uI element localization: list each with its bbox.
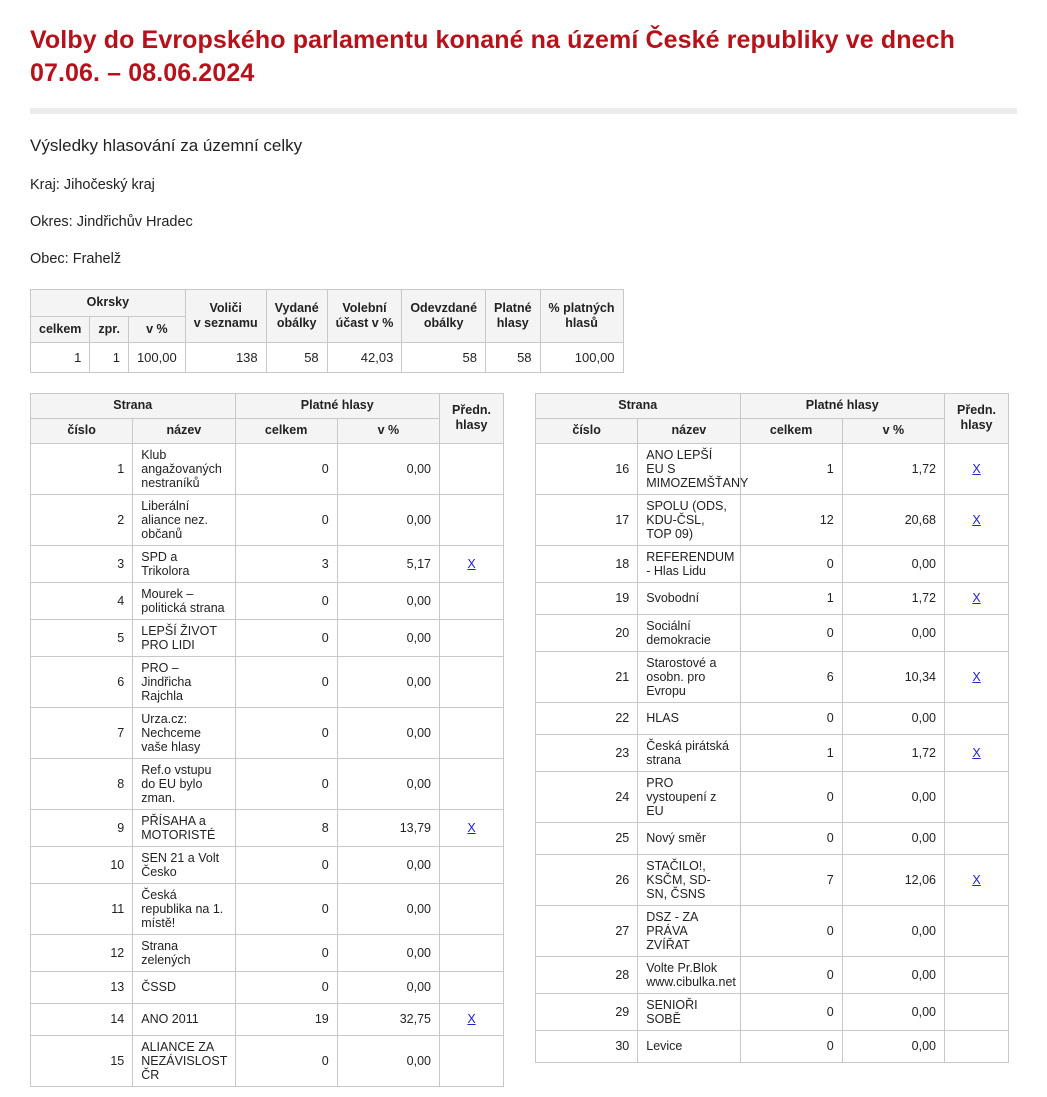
cell-votes-total: 0 xyxy=(235,971,337,1003)
party-results-table-left xyxy=(30,393,504,1086)
cell-votes-total: 0 xyxy=(740,545,842,582)
header-vydane-obalky xyxy=(266,290,327,343)
cell-preferential-votes xyxy=(440,758,504,809)
cell-votes-total: 0 xyxy=(740,771,842,822)
cell-votes-total: 0 xyxy=(740,993,842,1030)
header-cislo: číslo xyxy=(536,418,638,443)
cell-volici-v-seznamu: 138 xyxy=(185,343,266,373)
cell-preferential-votes xyxy=(945,443,1009,494)
table-row xyxy=(31,343,624,373)
cell-votes-total: 8 xyxy=(235,809,337,846)
cell-preferential-votes xyxy=(440,619,504,656)
cell-votes-percent: 0,00 xyxy=(337,619,439,656)
header-volebni-ucast xyxy=(327,290,402,343)
table-row xyxy=(536,1030,1009,1062)
header-volici-line2: v seznamu xyxy=(193,316,258,331)
table-subheader-row xyxy=(31,418,504,443)
cell-preferential-votes xyxy=(945,702,1009,734)
cell-okrsky-zpr: 1 xyxy=(90,343,129,373)
cell-preferential-votes xyxy=(945,771,1009,822)
table-subheader-row xyxy=(536,418,1009,443)
cell-party-number: 20 xyxy=(536,614,638,651)
cell-votes-percent: 0,00 xyxy=(337,494,439,545)
header-predn-hlasy xyxy=(945,394,1009,443)
cell-party-name: Levice xyxy=(638,1030,740,1062)
cell-odevzdane-obalky: 58 xyxy=(402,343,486,373)
cell-party-number: 3 xyxy=(31,545,133,582)
header-odevzdane-line1: Odevzdané xyxy=(410,300,478,315)
cell-votes-percent: 13,79 xyxy=(337,809,439,846)
cell-okrsky-celkem: 1 xyxy=(31,343,90,373)
cell-party-number: 25 xyxy=(536,822,638,854)
party-rows-right xyxy=(536,443,1009,1062)
header-platnych-line1: % platných xyxy=(548,300,615,315)
cell-party-name: REFERENDUM - Hlas Lidu xyxy=(638,545,740,582)
cell-party-number: 2 xyxy=(31,494,133,545)
cell-votes-total: 12 xyxy=(740,494,842,545)
cell-preferential-votes xyxy=(945,734,1009,771)
header-celkem: celkem xyxy=(235,418,337,443)
cell-preferential-votes xyxy=(440,656,504,707)
cell-party-name: Starostové a osobn. pro Evropu xyxy=(638,651,740,702)
header-vydane-line1: Vydané xyxy=(274,300,319,315)
cell-party-name: SENIOŘI SOBĚ xyxy=(638,993,740,1030)
header-volici-v-seznamu xyxy=(185,290,266,343)
cell-party-name: ANO LEPŠÍ EU S MIMOZEMŠŤANY xyxy=(638,443,740,494)
cell-party-name: STAČILO!, KSČM, SD-SN, ČSNS xyxy=(638,854,740,905)
cell-party-name: SEN 21 a Volt Česko xyxy=(133,846,235,883)
header-platne-hlasy: Platné hlasy xyxy=(235,394,440,419)
cell-votes-percent: 0,00 xyxy=(842,822,944,854)
section-subtitle: Výsledky hlasování za územní celky xyxy=(30,136,303,155)
cell-votes-total: 0 xyxy=(740,1030,842,1062)
cell-votes-total: 0 xyxy=(235,707,337,758)
cell-votes-percent: 0,00 xyxy=(337,971,439,1003)
cell-preferential-votes xyxy=(440,809,504,846)
cell-party-name: HLAS xyxy=(638,702,740,734)
cell-preferential-votes xyxy=(440,883,504,934)
header-predn-hlasy xyxy=(440,394,504,443)
cell-votes-total: 3 xyxy=(235,545,337,582)
cell-votes-total: 0 xyxy=(740,905,842,956)
table-header-row xyxy=(31,394,504,419)
cell-votes-percent: 0,00 xyxy=(337,582,439,619)
table-row xyxy=(31,934,504,971)
preferential-votes-link[interactable]: X xyxy=(972,745,981,760)
cell-party-name: ČSSD xyxy=(133,971,235,1003)
header-cislo: číslo xyxy=(31,418,133,443)
cell-votes-percent: 0,00 xyxy=(337,934,439,971)
cell-party-number: 11 xyxy=(31,883,133,934)
table-row xyxy=(31,1035,504,1086)
table-row xyxy=(31,809,504,846)
table-header-row xyxy=(31,290,624,317)
header-v-pct: v % xyxy=(337,418,439,443)
header-platnych-line2: hlasů xyxy=(565,316,598,331)
header-platne-hlasy xyxy=(486,290,541,343)
cell-party-number: 23 xyxy=(536,734,638,771)
header-okrsky: Okrsky xyxy=(31,290,186,317)
party-results-table-right xyxy=(535,393,1009,1062)
region-line: Kraj: Jihočeský kraj xyxy=(30,177,155,193)
cell-votes-total: 0 xyxy=(235,656,337,707)
cell-votes-total: 0 xyxy=(740,702,842,734)
cell-votes-total: 0 xyxy=(235,758,337,809)
party-rows-left xyxy=(31,443,504,1086)
header-ucast-line2: účast v % xyxy=(335,316,394,331)
header-nazev: název xyxy=(638,418,740,443)
cell-preferential-votes xyxy=(440,545,504,582)
cell-party-name: PRO – Jindřicha Rajchla xyxy=(133,656,235,707)
table-row xyxy=(536,702,1009,734)
cell-votes-total: 1 xyxy=(740,582,842,614)
cell-votes-total: 0 xyxy=(235,846,337,883)
cell-party-name: SPD a Trikolora xyxy=(133,545,235,582)
cell-party-number: 4 xyxy=(31,582,133,619)
preferential-votes-link[interactable]: X xyxy=(467,556,476,571)
table-row xyxy=(536,545,1009,582)
cell-party-name: Nový směr xyxy=(638,822,740,854)
cell-votes-percent: 10,34 xyxy=(842,651,944,702)
cell-votes-percent: 0,00 xyxy=(842,993,944,1030)
header-okrsky-celkem: celkem xyxy=(31,316,90,343)
table-row xyxy=(536,854,1009,905)
cell-votes-total: 0 xyxy=(235,443,337,494)
cell-preferential-votes xyxy=(440,443,504,494)
table-row xyxy=(536,494,1009,545)
cell-preferential-votes xyxy=(945,956,1009,993)
header-nazev: název xyxy=(133,418,235,443)
header-predn-line2: hlasy xyxy=(960,418,993,433)
cell-votes-total: 0 xyxy=(235,883,337,934)
header-platne-line2: hlasy xyxy=(496,316,529,331)
table-row xyxy=(31,494,504,545)
table-row xyxy=(536,993,1009,1030)
cell-preferential-votes xyxy=(440,1003,504,1035)
cell-preferential-votes xyxy=(945,993,1009,1030)
cell-preferential-votes xyxy=(440,971,504,1003)
cell-party-name: Volte Pr.Blok www.cibulka.net xyxy=(638,956,740,993)
cell-party-name: PRO vystoupení z EU xyxy=(638,771,740,822)
cell-party-name: Ref.o vstupu do EU bylo zman. xyxy=(133,758,235,809)
cell-votes-total: 0 xyxy=(740,822,842,854)
table-row xyxy=(536,734,1009,771)
table-row xyxy=(536,443,1009,494)
header-strana: Strana xyxy=(31,394,236,419)
cell-votes-percent: 20,68 xyxy=(842,494,944,545)
cell-party-number: 17 xyxy=(536,494,638,545)
preferential-votes-link[interactable]: X xyxy=(467,820,476,835)
cell-party-number: 14 xyxy=(31,1003,133,1035)
header-pct-platnych xyxy=(540,290,623,343)
table-row xyxy=(31,1003,504,1035)
cell-preferential-votes xyxy=(945,651,1009,702)
cell-votes-total: 0 xyxy=(235,1035,337,1086)
cell-party-name: Mourek – politická strana xyxy=(133,582,235,619)
cell-votes-percent: 0,00 xyxy=(337,656,439,707)
cell-preferential-votes xyxy=(440,1035,504,1086)
cell-votes-percent: 1,72 xyxy=(842,582,944,614)
cell-party-number: 1 xyxy=(31,443,133,494)
cell-platne-hlasy: 58 xyxy=(486,343,541,373)
cell-preferential-votes xyxy=(945,905,1009,956)
cell-party-name: SPOLU (ODS, KDU-ČSL, TOP 09) xyxy=(638,494,740,545)
cell-party-name: Strana zelených xyxy=(133,934,235,971)
preferential-votes-link[interactable]: X xyxy=(972,872,981,887)
cell-party-number: 27 xyxy=(536,905,638,956)
cell-votes-percent: 1,72 xyxy=(842,443,944,494)
cell-party-number: 16 xyxy=(536,443,638,494)
cell-votes-percent: 0,00 xyxy=(842,614,944,651)
cell-party-number: 29 xyxy=(536,993,638,1030)
table-row xyxy=(536,822,1009,854)
cell-party-name: Urza.cz: Nechceme vaše hlasy xyxy=(133,707,235,758)
header-okrsky-zpr: zpr. xyxy=(90,316,129,343)
cell-votes-total: 0 xyxy=(235,619,337,656)
cell-party-number: 21 xyxy=(536,651,638,702)
header-predn-line1: Předn. xyxy=(957,402,996,417)
cell-votes-percent: 32,75 xyxy=(337,1003,439,1035)
cell-votes-percent: 0,00 xyxy=(337,883,439,934)
preferential-votes-link[interactable]: X xyxy=(972,512,981,527)
cell-votes-percent: 0,00 xyxy=(842,545,944,582)
cell-party-name: LEPŠÍ ŽIVOT PRO LIDI xyxy=(133,619,235,656)
table-row xyxy=(31,545,504,582)
header-odevzdane-line2: obálky xyxy=(423,316,464,331)
cell-preferential-votes xyxy=(440,934,504,971)
cell-preferential-votes xyxy=(945,494,1009,545)
party-results-tables xyxy=(30,393,1017,1086)
table-row xyxy=(536,614,1009,651)
cell-party-number: 15 xyxy=(31,1035,133,1086)
page-title: Volby do Evropského parlamentu konané na území České republiky ve dnech 07.06. – 08.06.2024 xyxy=(30,26,955,87)
header-ucast-line1: Volební xyxy=(342,300,387,315)
table-row xyxy=(31,883,504,934)
cell-okrsky-v-pct: 100,00 xyxy=(128,343,185,373)
cell-preferential-votes xyxy=(945,822,1009,854)
cell-party-number: 9 xyxy=(31,809,133,846)
table-row xyxy=(31,656,504,707)
table-row xyxy=(31,582,504,619)
header-v-pct: v % xyxy=(842,418,944,443)
header-platne-hlasy: Platné hlasy xyxy=(740,394,945,419)
cell-party-number: 8 xyxy=(31,758,133,809)
preferential-votes-link[interactable]: X xyxy=(972,669,981,684)
cell-votes-percent: 0,00 xyxy=(842,956,944,993)
cell-party-number: 6 xyxy=(31,656,133,707)
cell-votes-percent: 0,00 xyxy=(337,1035,439,1086)
cell-party-name: PŘÍSAHA a MOTORISTÉ xyxy=(133,809,235,846)
table-row xyxy=(536,956,1009,993)
table-row xyxy=(31,707,504,758)
cell-votes-total: 7 xyxy=(740,854,842,905)
cell-volebni-ucast: 42,03 xyxy=(327,343,402,373)
table-row xyxy=(31,971,504,1003)
cell-votes-percent: 0,00 xyxy=(842,1030,944,1062)
header-odevzdane-obalky xyxy=(402,290,486,343)
cell-party-name: Svobodní xyxy=(638,582,740,614)
header-platne-line1: Platné xyxy=(494,300,532,315)
cell-party-name: DSZ - ZA PRÁVA ZVÍŘAT xyxy=(638,905,740,956)
table-row xyxy=(536,905,1009,956)
cell-votes-total: 0 xyxy=(740,956,842,993)
cell-preferential-votes xyxy=(440,494,504,545)
cell-preferential-votes xyxy=(945,1030,1009,1062)
cell-votes-percent: 0,00 xyxy=(337,443,439,494)
cell-votes-total: 1 xyxy=(740,734,842,771)
cell-votes-total: 0 xyxy=(235,582,337,619)
table-row xyxy=(31,443,504,494)
cell-preferential-votes xyxy=(440,582,504,619)
cell-party-number: 30 xyxy=(536,1030,638,1062)
table-row xyxy=(31,619,504,656)
title-divider xyxy=(30,108,1017,114)
cell-votes-percent: 0,00 xyxy=(842,905,944,956)
cell-party-name: ALIANCE ZA NEZÁVISLOST ČR xyxy=(133,1035,235,1086)
table-row xyxy=(31,758,504,809)
header-strana: Strana xyxy=(536,394,741,419)
preferential-votes-link[interactable]: X xyxy=(972,461,981,476)
cell-preferential-votes xyxy=(945,545,1009,582)
cell-party-number: 19 xyxy=(536,582,638,614)
cell-party-number: 7 xyxy=(31,707,133,758)
cell-party-name: Klub angažovaných nestraníků xyxy=(133,443,235,494)
cell-votes-percent: 5,17 xyxy=(337,545,439,582)
preferential-votes-link[interactable]: X xyxy=(467,1012,476,1026)
cell-party-number: 22 xyxy=(536,702,638,734)
table-row xyxy=(31,846,504,883)
cell-party-name: Česká republika na 1. místě! xyxy=(133,883,235,934)
header-predn-line1: Předn. xyxy=(452,402,491,417)
cell-votes-percent: 0,00 xyxy=(842,702,944,734)
cell-pct-platnych: 100,00 xyxy=(540,343,623,373)
table-row xyxy=(536,582,1009,614)
cell-party-number: 28 xyxy=(536,956,638,993)
cell-votes-percent: 1,72 xyxy=(842,734,944,771)
cell-votes-total: 1 xyxy=(740,443,842,494)
header-celkem: celkem xyxy=(740,418,842,443)
cell-votes-percent: 0,00 xyxy=(337,758,439,809)
cell-party-name: ANO 2011 xyxy=(133,1003,235,1035)
cell-votes-total: 0 xyxy=(740,614,842,651)
cell-votes-total: 0 xyxy=(235,934,337,971)
table-row xyxy=(536,771,1009,822)
preferential-votes-link[interactable]: X xyxy=(972,591,981,605)
cell-preferential-votes xyxy=(945,614,1009,651)
cell-preferential-votes xyxy=(945,582,1009,614)
cell-party-name: Sociální demokracie xyxy=(638,614,740,651)
turnout-summary-table xyxy=(30,289,624,373)
header-predn-line2: hlasy xyxy=(455,418,488,433)
cell-preferential-votes xyxy=(945,854,1009,905)
cell-vydane-obalky: 58 xyxy=(266,343,327,373)
cell-party-name: Česká pirátská strana xyxy=(638,734,740,771)
district-line: Okres: Jindřichův Hradec xyxy=(30,214,193,230)
cell-votes-percent: 12,06 xyxy=(842,854,944,905)
cell-preferential-votes xyxy=(440,846,504,883)
cell-party-name: Liberální aliance nez. občanů xyxy=(133,494,235,545)
cell-party-number: 5 xyxy=(31,619,133,656)
table-header-row xyxy=(536,394,1009,419)
cell-votes-percent: 0,00 xyxy=(337,846,439,883)
municipality-line: Obec: Frahelž xyxy=(30,251,122,267)
cell-votes-total: 19 xyxy=(235,1003,337,1035)
cell-party-number: 18 xyxy=(536,545,638,582)
table-row xyxy=(536,651,1009,702)
cell-votes-total: 0 xyxy=(235,494,337,545)
cell-party-number: 24 xyxy=(536,771,638,822)
header-vydane-line2: obálky xyxy=(276,316,317,331)
cell-party-number: 13 xyxy=(31,971,133,1003)
cell-party-number: 10 xyxy=(31,846,133,883)
header-volici-line1: Voliči xyxy=(209,300,242,315)
cell-party-number: 26 xyxy=(536,854,638,905)
cell-party-number: 12 xyxy=(31,934,133,971)
header-okrsky-v-pct: v % xyxy=(128,316,185,343)
cell-votes-total: 6 xyxy=(740,651,842,702)
cell-votes-percent: 0,00 xyxy=(842,771,944,822)
cell-preferential-votes xyxy=(440,707,504,758)
cell-votes-percent: 0,00 xyxy=(337,707,439,758)
